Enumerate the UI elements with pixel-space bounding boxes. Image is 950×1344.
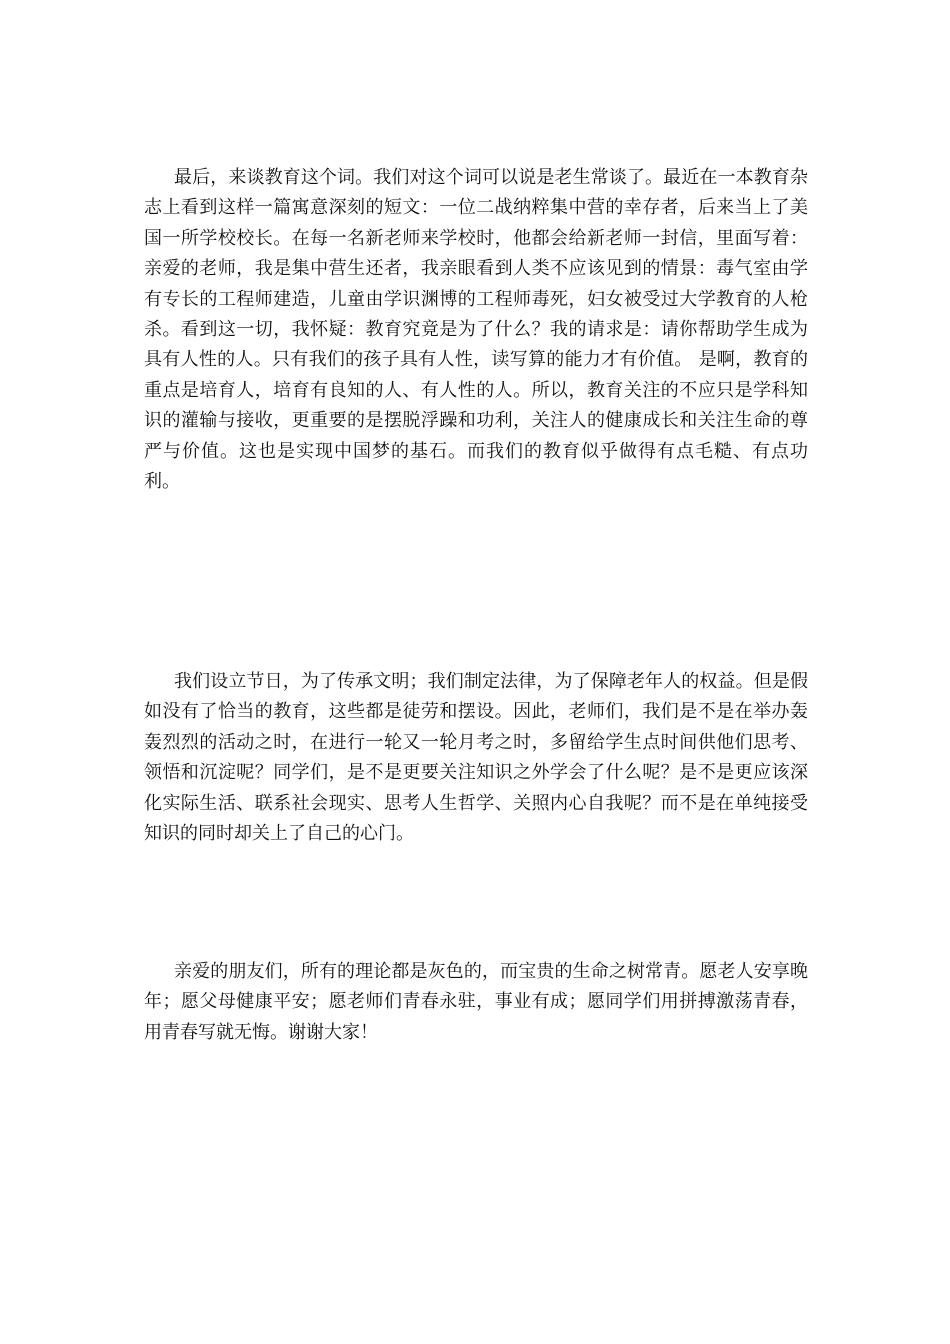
paragraph-closing-wishes: 亲爱的朋友们，所有的理论都是灰色的，而宝贵的生命之树常青。愿老人安享晚年；愿父母健康平安；愿老师们青春永驻，事业有成；愿同学们用拼搏激荡青春，用青春写就无悔。谢谢大家！	[144, 961, 808, 1043]
paragraph-education-reflection: 最后，来谈教育这个词。我们对这个词可以说是老生常谈了。最近在一本教育杂志上看到这样一篇寓意深刻的短文：一位二战纳粹集中营的幸存者，后来当上了美国一所学校校长。在每一名新老师来学校时，他都会给新老师一封信，里面写着： 亲爱的老师，我是集中营生还者，我亲眼看到人类不应该见到的情景：毒气室由学有专长的工程师建造，儿童由学识渊博的工程师毒死，妇女被受过大学教育的人枪杀。看到这一切，我怀疑：教育究竟是为了什么？我的请求是：请你帮助学生成为具有人性的人。只有我们的孩子具有人性，读写算的能力才有价值。 是啊，教育的重点是培育人，培育有良知的人、有人性的人。所以，教育关注的不应只是学科知识的灌输与接收，更重要的是摆脱浮躁和功利，关注人的健康成长和关注生命的尊严与价值。这也是实现中国梦的基石。而我们的教育似乎做得有点毛糙、有点功利。	[144, 167, 808, 493]
paragraph-festivals-and-education: 我们设立节日，为了传承文明；我们制定法律，为了保障老年人的权益。但是假如没有了恰当的教育，这些都是徒劳和摆设。因此，老师们，我们是不是在举办轰轰烈烈的活动之时，在进行一轮又一轮月考之时，多留给学生点时间供他们思考、领悟和沉淀呢？同学们，是不是更要关注知识之外学会了什么呢？是不是更应该深化实际生活、联系社会现实、思考人生哲学、关照内心自我呢？而不是在单纯接受知识的同时却关上了自己的心门。	[144, 671, 808, 845]
